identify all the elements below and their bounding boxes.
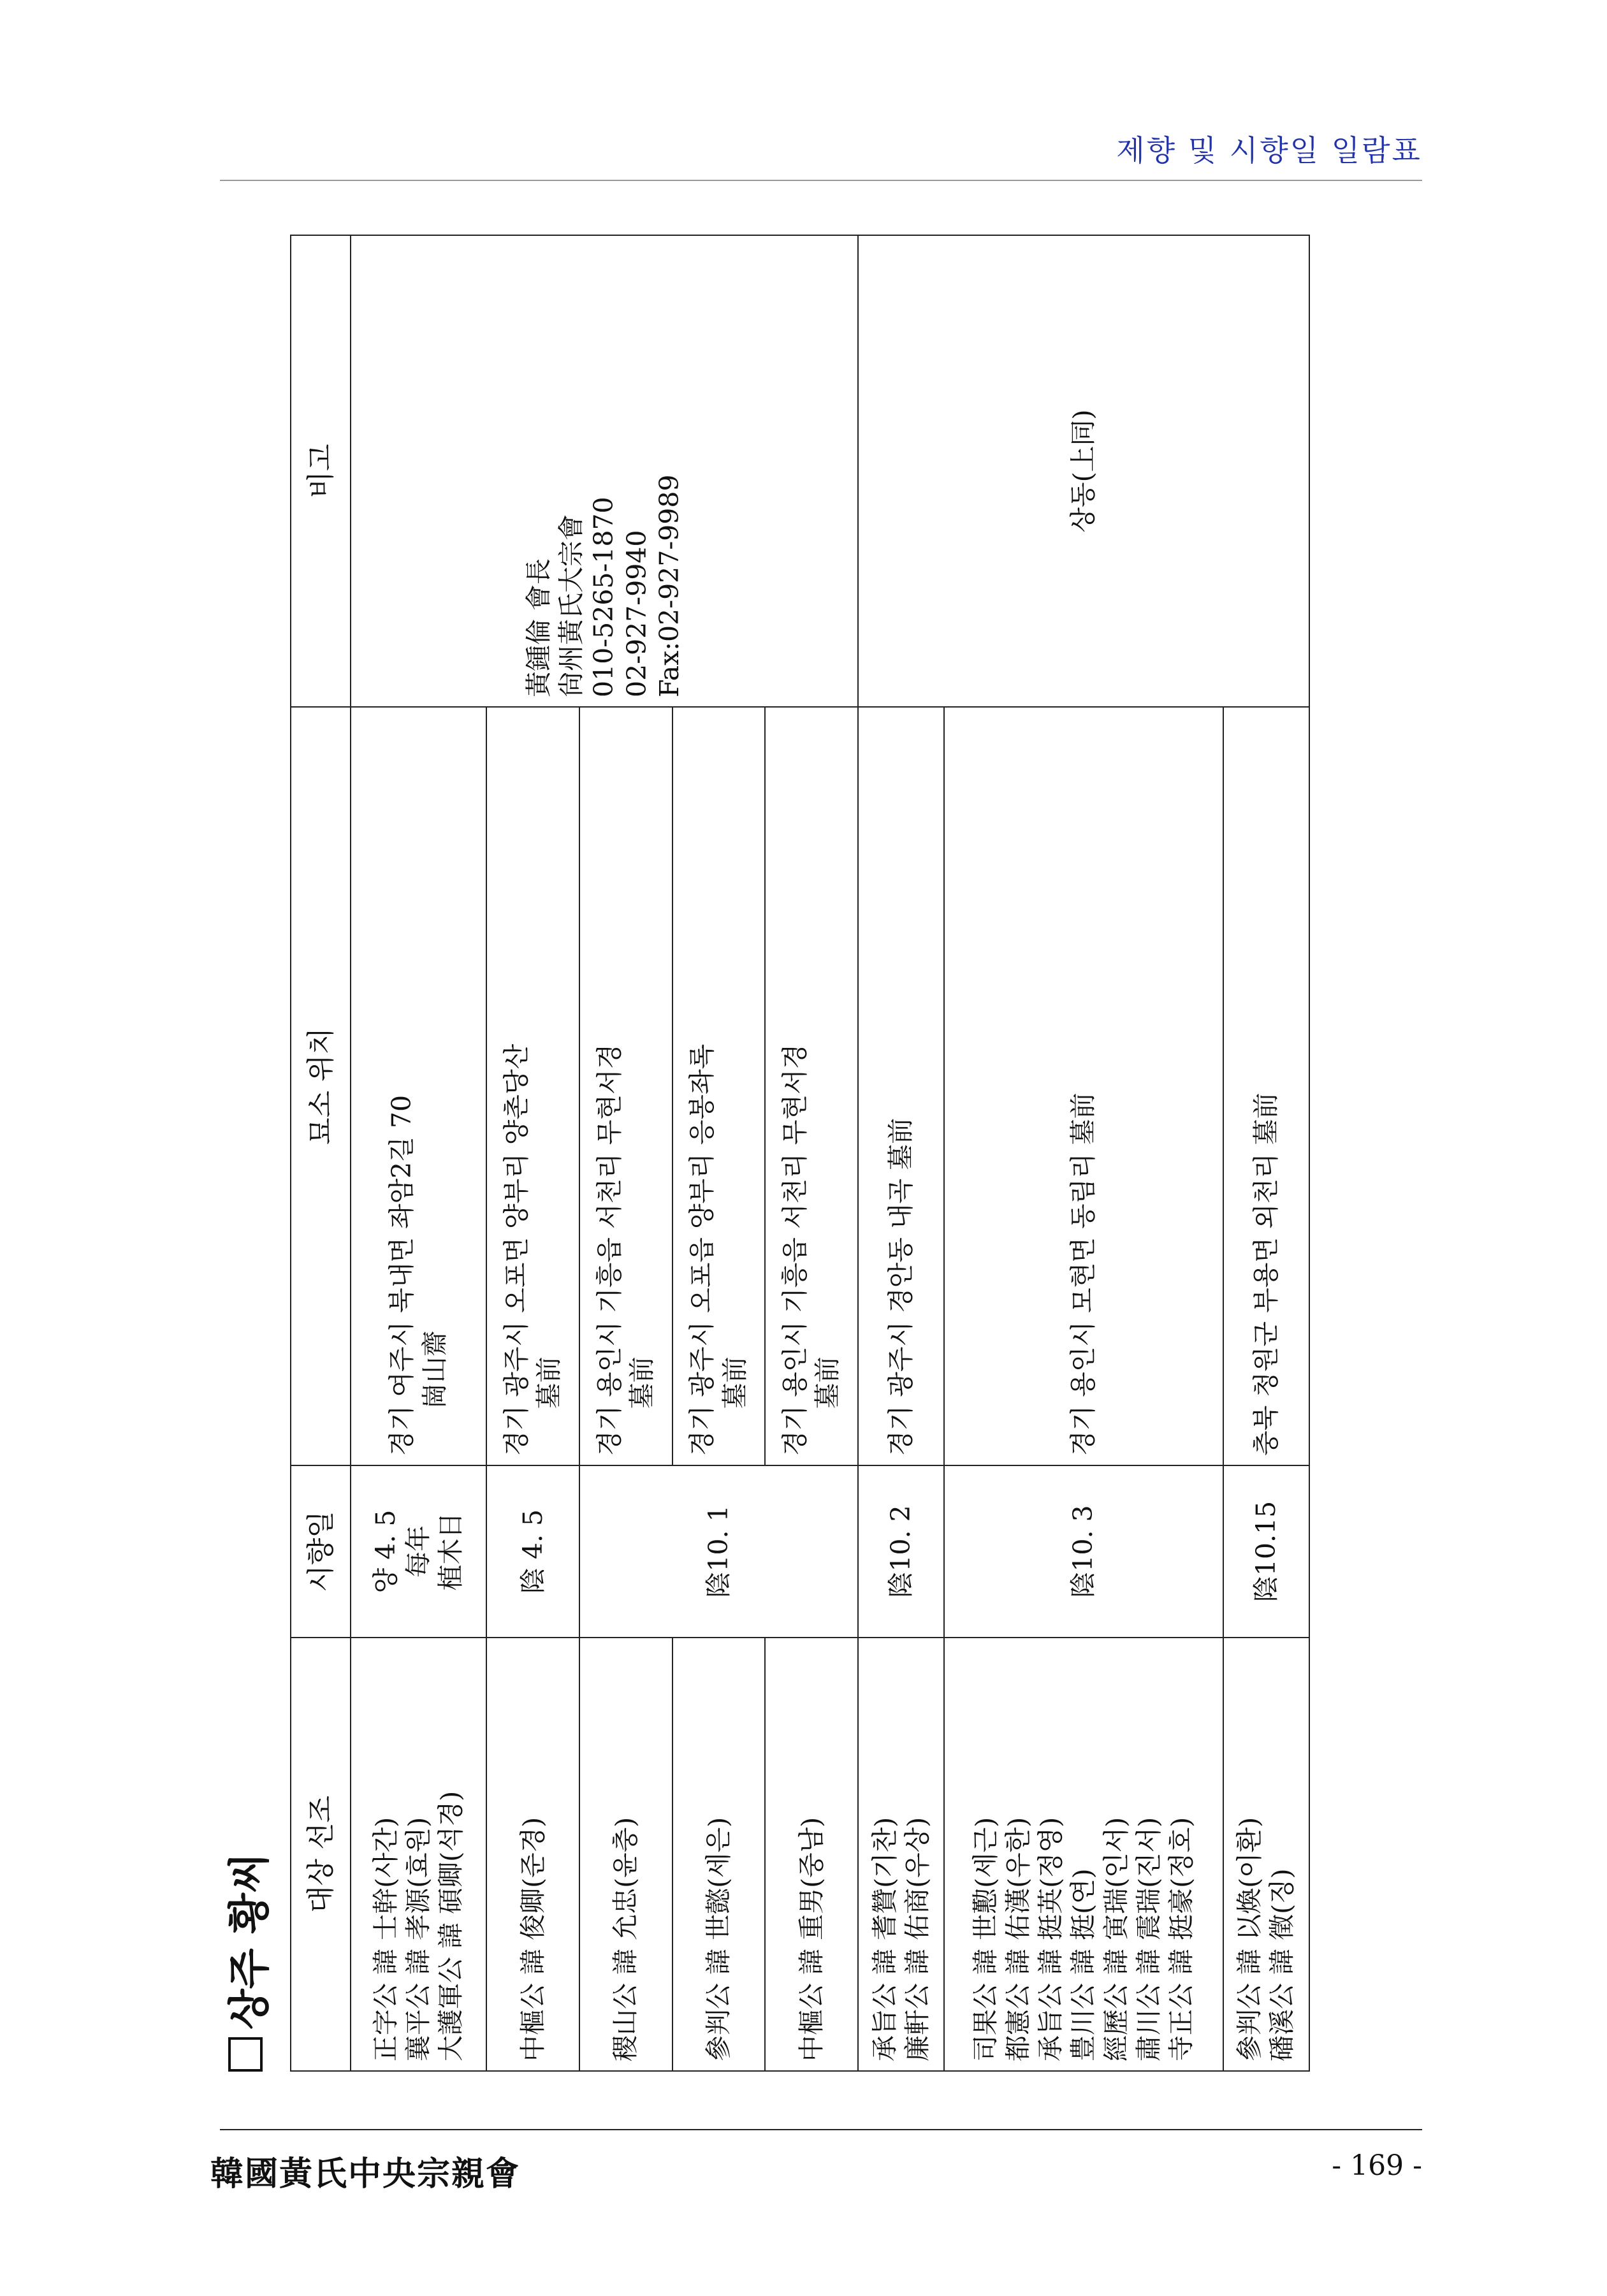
location-cell <box>486 707 579 1465</box>
remark-text: 상동(上同) <box>1068 409 1099 533</box>
location-cell <box>765 707 858 1465</box>
page-number: - 169 - <box>1332 2149 1422 2182</box>
ritual-date: 陰10. 2 <box>885 1505 917 1598</box>
rotated-page-content <box>210 236 1298 2072</box>
grave-location-note: 墓前 <box>812 1356 843 1409</box>
column-header-date: 시향일 <box>291 1465 351 1638</box>
remarks-cell <box>858 235 1309 707</box>
date-cell <box>944 1465 1223 1638</box>
ancestor-name: 豊川公 諱 挺(연) <box>1068 1868 1099 2061</box>
ancestors-cell <box>944 1638 1223 2071</box>
ancestor-name: 稷山公 諱 允忠(윤충) <box>610 1817 641 2061</box>
column-header-location: 묘소 위치 <box>291 707 351 1465</box>
ancestor-name: 參判公 諱 以煥(이환) <box>1234 1817 1265 2061</box>
grave-location: 충북 청원군 부용면 외천리 墓前 <box>1250 1093 1281 1456</box>
header-rule <box>220 180 1422 181</box>
ritual-date-note: 每年 <box>403 1525 434 1578</box>
grave-location: 경기 광주시 오포면 양부리 양촌당산 <box>500 1043 532 1456</box>
ancestors-cell <box>486 1638 579 2071</box>
table-row <box>351 235 486 2071</box>
ancestor-name: 襄平公 諱 孝源(효원) <box>403 1817 434 2061</box>
column-header-remarks: 비고 <box>291 235 351 707</box>
location-cell <box>1223 707 1309 1465</box>
ancestor-name: 大護軍公 諱 碩卿(석경) <box>435 1791 467 2061</box>
ancestor-name: 肅川公 諱 震瑞(진서) <box>1133 1817 1164 2061</box>
ancestor-name: 參判公 諱 世懿(세은) <box>702 1817 734 2061</box>
ancestors-cell <box>765 1638 858 2071</box>
section-title <box>210 1852 280 2072</box>
ancestor-name: 中樞公 諱 俊卿(준경) <box>517 1817 548 2061</box>
contact-mobile: 010-5265-1870 <box>588 497 620 697</box>
column-header-ancestors: 대상 선조 <box>291 1638 351 2071</box>
contact-fax: Fax:02-927-9989 <box>653 474 685 697</box>
section-title-text: 상주 황씨 <box>224 1852 274 2030</box>
ceremony-schedule-table <box>290 235 1310 2072</box>
location-cell <box>944 707 1223 1465</box>
table-header-row <box>291 235 351 2071</box>
ancestor-name: 正字公 諱 士幹(사간) <box>370 1817 401 2061</box>
footer-rule <box>220 2129 1422 2130</box>
date-cell <box>858 1465 944 1638</box>
grave-location: 경기 용인시 기흥읍 서천리 무현서경 <box>593 1043 625 1456</box>
date-cell <box>486 1465 579 1638</box>
date-cell <box>1223 1465 1309 1638</box>
ancestor-name: 廉軒公 諱 佑商(우상) <box>901 1817 933 2061</box>
ancestors-cell <box>1223 1638 1309 2071</box>
ancestor-name: 寺正公 諱 挺豪(정호) <box>1166 1817 1197 2061</box>
grave-location: 경기 용인시 모현면 동림리 墓前 <box>1068 1093 1099 1456</box>
ancestor-name: 承旨公 諱 挺英(정영) <box>1035 1817 1066 2061</box>
date-cell <box>351 1465 486 1638</box>
ritual-date: 陰10. 3 <box>1068 1505 1099 1598</box>
table-row <box>858 235 944 2071</box>
ancestors-cell <box>351 1638 486 2071</box>
ritual-date: 陰10. 1 <box>702 1505 734 1598</box>
remarks-contact-cell <box>351 235 858 707</box>
grave-location: 경기 용인시 기흥읍 서천리 무현서경 <box>780 1043 811 1456</box>
contact-org: 尙州黃氏大宗會 <box>556 514 587 697</box>
grave-location-note: 墓前 <box>626 1356 657 1409</box>
date-cell <box>579 1465 858 1638</box>
ancestor-name: 中樞公 諱 重男(중남) <box>796 1817 827 2061</box>
ancestor-name: 承旨公 諱 耆贊(기찬) <box>869 1817 900 2061</box>
grave-location-note: 崗山齋 <box>419 1330 450 1409</box>
ancestor-name: 經歷公 諱 寅瑞(인서) <box>1100 1817 1131 2061</box>
ritual-date-note: 植木日 <box>435 1512 467 1591</box>
ancestors-cell <box>579 1638 673 2071</box>
grave-location: 경기 광주시 경안동 내곡 墓前 <box>885 1117 917 1456</box>
location-cell <box>673 707 766 1465</box>
location-cell <box>351 707 486 1465</box>
ancestors-cell <box>673 1638 766 2071</box>
contact-phone: 02-927-9940 <box>621 530 652 697</box>
ancestors-cell <box>858 1638 944 2071</box>
ancestor-name: 磻溪公 諱 徵(징) <box>1267 1868 1298 2061</box>
ancestor-name: 都憲公 諱 佑漢(우한) <box>1002 1817 1033 2061</box>
contact-name: 黃鍾倫 會長 <box>523 558 554 697</box>
footer-organization: 韓國黃氏中央宗親會 <box>210 2154 521 2193</box>
checkbox-icon <box>228 2037 263 2072</box>
ritual-date: 양 4. 5 <box>370 1509 401 1594</box>
location-cell <box>579 707 673 1465</box>
ritual-date: 陰 4. 5 <box>517 1509 548 1594</box>
ritual-date: 陰10.15 <box>1250 1500 1281 1602</box>
grave-location: 경기 여주시 북내면 좌암2길 70 <box>386 1094 418 1456</box>
grave-location-note: 墓前 <box>719 1356 750 1409</box>
ancestor-name: 司果公 諱 世懃(세근) <box>970 1817 1001 2061</box>
running-header: 제향 및 시향일 일람표 <box>1116 133 1422 168</box>
grave-location-note: 墓前 <box>534 1356 565 1409</box>
grave-location: 경기 광주시 오포읍 양부리 응봉좌록 <box>687 1043 718 1456</box>
location-cell <box>858 707 944 1465</box>
